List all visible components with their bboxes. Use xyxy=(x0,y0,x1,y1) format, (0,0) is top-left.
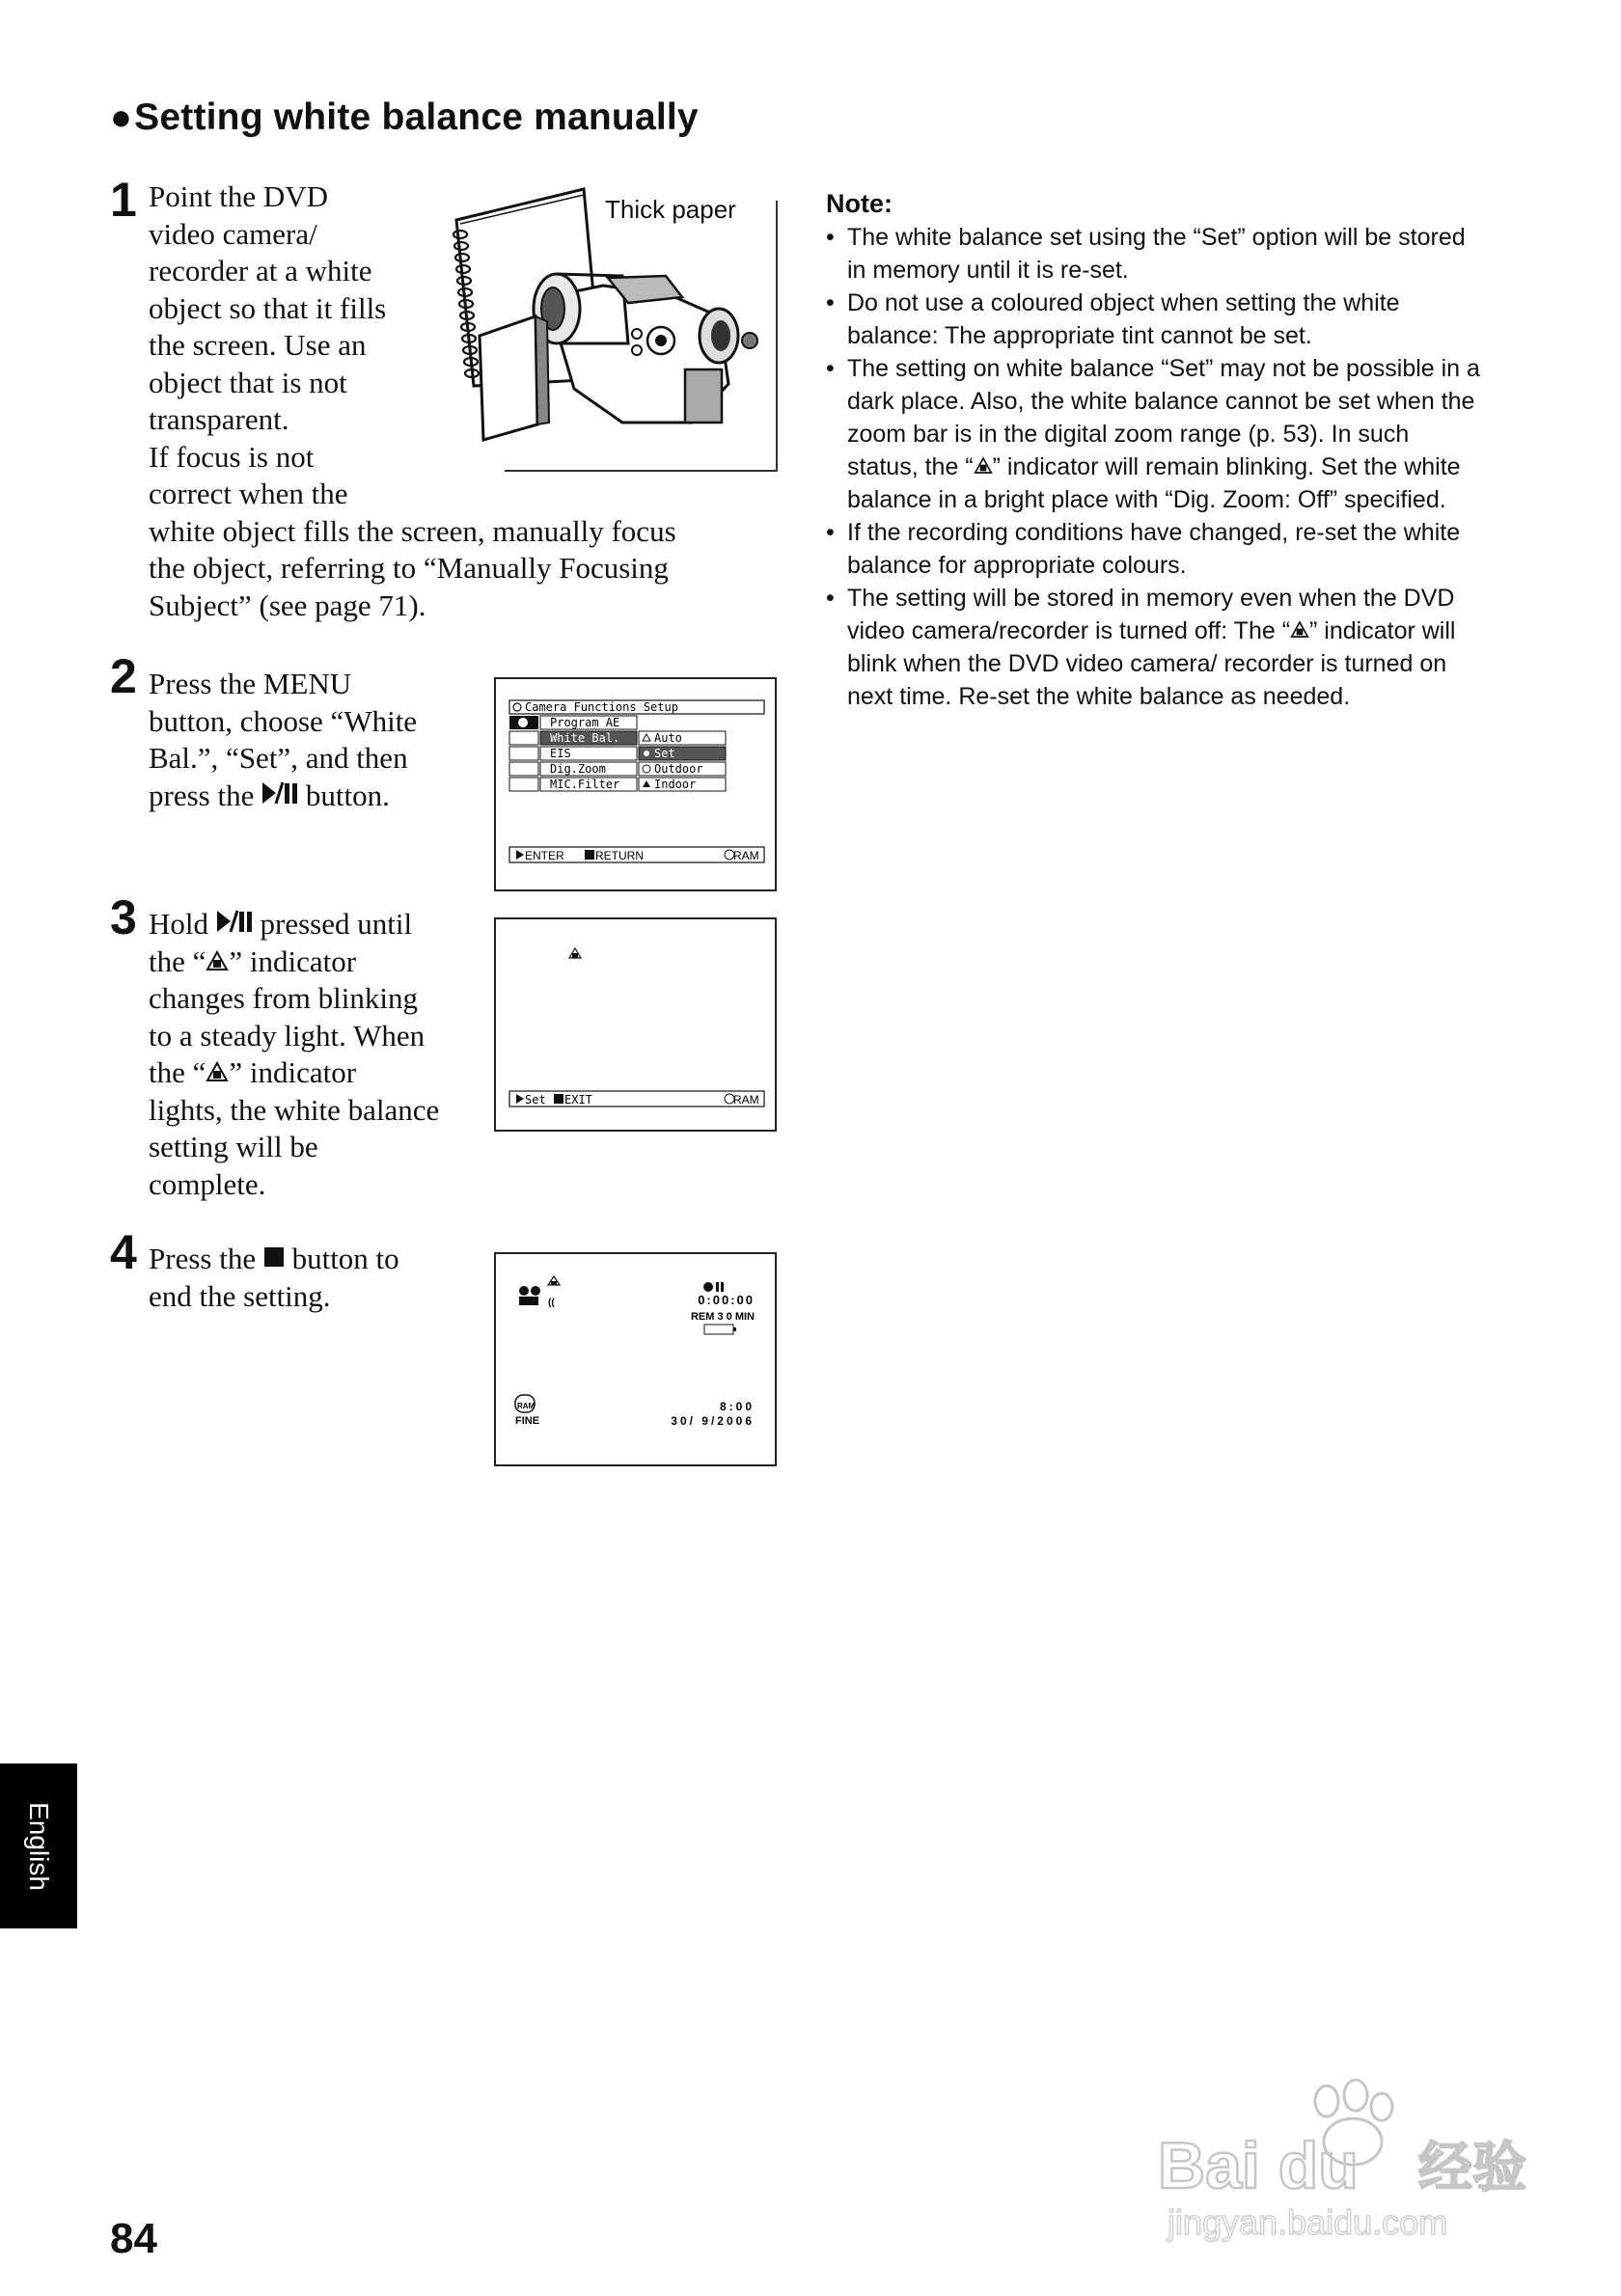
heading-bullet: ● xyxy=(110,97,133,138)
step-3-line-prefix: the “ xyxy=(149,1055,206,1089)
illustration-frame xyxy=(439,181,786,480)
step-3-line: changes from blinking xyxy=(149,981,418,1015)
step-3-line: to a steady light. When xyxy=(149,1018,426,1052)
option-set: Set xyxy=(654,747,675,760)
step-2-line: button, choose “White xyxy=(149,703,418,738)
page-number: 84 xyxy=(110,2215,157,2262)
step-3-line-suffix: pressed until xyxy=(252,907,413,941)
step-4-number: 4 xyxy=(110,1225,137,1279)
step-3-line-prefix: the “ xyxy=(149,943,206,978)
step-1-line: Point the DVD xyxy=(149,179,328,213)
note-text: The setting on white balance “Set” may not be possible in a dark place. Also, the white balance cannot be set when the zoom bar is in the digital zoom range (p. 53). In such status, the “ xyxy=(847,355,1480,480)
time-counter: 0:00:00 xyxy=(698,1293,755,1307)
step-2-line xyxy=(149,778,417,815)
menu-item-eis: EIS xyxy=(550,747,571,760)
step-1-line: correct when the xyxy=(149,477,348,510)
menu-item-program-ae: Program AE xyxy=(550,716,620,729)
option-box xyxy=(639,731,726,745)
menu-item-mic-filter: MIC.Filter xyxy=(550,778,620,791)
footer-exit: EXIT xyxy=(564,1093,592,1107)
step-3-line xyxy=(149,943,439,981)
footer-enter: ENTER xyxy=(525,849,564,862)
watermark-cn: 经验 xyxy=(1418,2137,1526,2198)
note-item: • If the recording conditions have changed, re-set the white balance for appropriate colours. xyxy=(826,516,1482,582)
step-1-line: If focus is not xyxy=(149,439,315,474)
step-3-line xyxy=(149,906,439,943)
remaining-time: REM 3 0 MIN xyxy=(690,1311,755,1323)
stop-icon xyxy=(585,850,594,860)
quality-label: FINE xyxy=(515,1415,540,1427)
language-tab-label: English xyxy=(24,1801,54,1891)
white-balance-set-icon xyxy=(206,1061,229,1082)
menu-item-dig-zoom: Dig.Zoom xyxy=(550,762,606,776)
step-4-line-prefix: Press the xyxy=(149,1242,263,1275)
step-3-text xyxy=(149,906,439,1203)
step-4-line xyxy=(149,1241,399,1278)
note-title: Note: xyxy=(826,189,893,218)
note-list xyxy=(826,221,1482,713)
step-3-line: lights, the white balance xyxy=(149,1092,440,1127)
record-screen xyxy=(494,1252,777,1466)
step-3-line-prefix: Hold xyxy=(149,907,216,941)
watermark-brand: Bai du xyxy=(1158,2129,1359,2202)
note-item xyxy=(826,352,1482,516)
footer-media: RAM xyxy=(733,849,759,862)
step-3-line xyxy=(149,1054,439,1092)
step-3-line: complete. xyxy=(149,1166,266,1201)
set-icon xyxy=(644,751,649,756)
baidu-watermark xyxy=(1148,2074,1553,2248)
menu-icon-dvd xyxy=(509,747,538,760)
step-1-line: the screen. Use an xyxy=(149,328,367,362)
menu-icon-settings xyxy=(509,778,538,791)
option-box-selected xyxy=(639,747,726,760)
step-4-text xyxy=(149,1241,399,1315)
section-heading xyxy=(110,96,699,139)
note-item xyxy=(826,582,1482,713)
camera-mode-icon xyxy=(531,1286,540,1296)
set-screen xyxy=(494,917,777,1132)
media-icon: RAM xyxy=(517,1402,536,1410)
step-1-line: the object, referring to “Manually Focusing xyxy=(149,551,669,585)
white-balance-set-icon xyxy=(974,456,993,475)
note-text: ” indicator will remain blinking. Set the white balance in a bright place with “Dig. Zoom: Off” specified. xyxy=(847,453,1461,513)
option-outdoor: Outdoor xyxy=(654,762,703,776)
step-3-line-suffix: ” indicator xyxy=(229,943,357,978)
step-3-line: setting will be xyxy=(149,1130,318,1163)
footer-return: RETURN xyxy=(595,849,644,862)
play-pause-icon xyxy=(216,909,253,934)
play-pause-icon xyxy=(261,780,298,806)
option-indoor: Indoor xyxy=(654,778,697,791)
menu-item-white-bal: White Bal. xyxy=(550,731,620,745)
record-screen-display xyxy=(496,1254,775,1464)
watermark-url: jingyan.baidu.com xyxy=(1168,2202,1448,2242)
step-2-line-suffix: button. xyxy=(298,778,390,812)
note-text: The setting will be stored in memory even when the DVD video camera/recorder is turned off: The “ xyxy=(847,585,1455,644)
illustration-label: Thick paper xyxy=(605,195,736,224)
step-1-line: video camera/ xyxy=(149,216,317,251)
step-1-line: transparent. xyxy=(149,402,289,436)
stop-icon xyxy=(263,1245,285,1269)
note-item: • Do not use a coloured object when setting the white balance: The appropriate tint cannot be set. xyxy=(826,287,1482,352)
menu-screen xyxy=(494,677,777,891)
step-2-line: Press the MENU xyxy=(149,667,352,700)
menu-icon-display xyxy=(509,762,538,776)
heading-title: Setting white balance manually xyxy=(134,96,699,138)
battery-icon xyxy=(704,1325,733,1334)
step-2-line: Bal.”, “Set”, and then xyxy=(149,741,408,775)
record-pause-icon xyxy=(703,1282,713,1292)
white-balance-set-icon xyxy=(206,950,229,971)
date: 30/ 9/2006 xyxy=(671,1414,755,1428)
step-1-line: object so that it fills xyxy=(149,290,387,325)
footer-set: Set xyxy=(525,1093,546,1107)
menu-title: Camera Functions Setup xyxy=(525,700,678,714)
menu-icon-record xyxy=(509,731,538,745)
clock-time: 8:00 xyxy=(719,1400,755,1413)
step-3-line-suffix: ” indicator xyxy=(229,1055,357,1089)
eis-icon: (( xyxy=(548,1298,555,1308)
stop-icon xyxy=(554,1094,563,1104)
step-4-line-suffix: button to xyxy=(284,1242,399,1275)
step-3-number: 3 xyxy=(110,890,137,944)
step-1-line: recorder at a white xyxy=(149,254,372,287)
set-screen-display xyxy=(496,919,775,1130)
step-1-line: Subject” (see page 71). xyxy=(149,588,426,622)
note-text: ” indicator will blink when the DVD video camera/ recorder is turned on next time. Re-set the white balance as needed. xyxy=(847,617,1456,710)
step-4-line: end the setting. xyxy=(149,1278,331,1313)
step-1-line: object that is not xyxy=(149,365,347,399)
step-1-number: 1 xyxy=(110,173,137,227)
language-tab xyxy=(0,1763,77,1928)
white-balance-set-icon xyxy=(1290,620,1309,639)
step-1-line: white object fills the screen, manually focus xyxy=(149,513,676,548)
step-2-text xyxy=(149,666,417,814)
menu-screen-display xyxy=(496,679,775,889)
step-2-line-prefix: press the xyxy=(149,778,262,812)
step-2-number: 2 xyxy=(110,649,137,703)
note-item: • The white balance set using the “Set” option will be stored in memory until it is re-set. xyxy=(826,221,1482,287)
footer-media: RAM xyxy=(733,1093,759,1107)
option-auto: Auto xyxy=(654,731,682,745)
